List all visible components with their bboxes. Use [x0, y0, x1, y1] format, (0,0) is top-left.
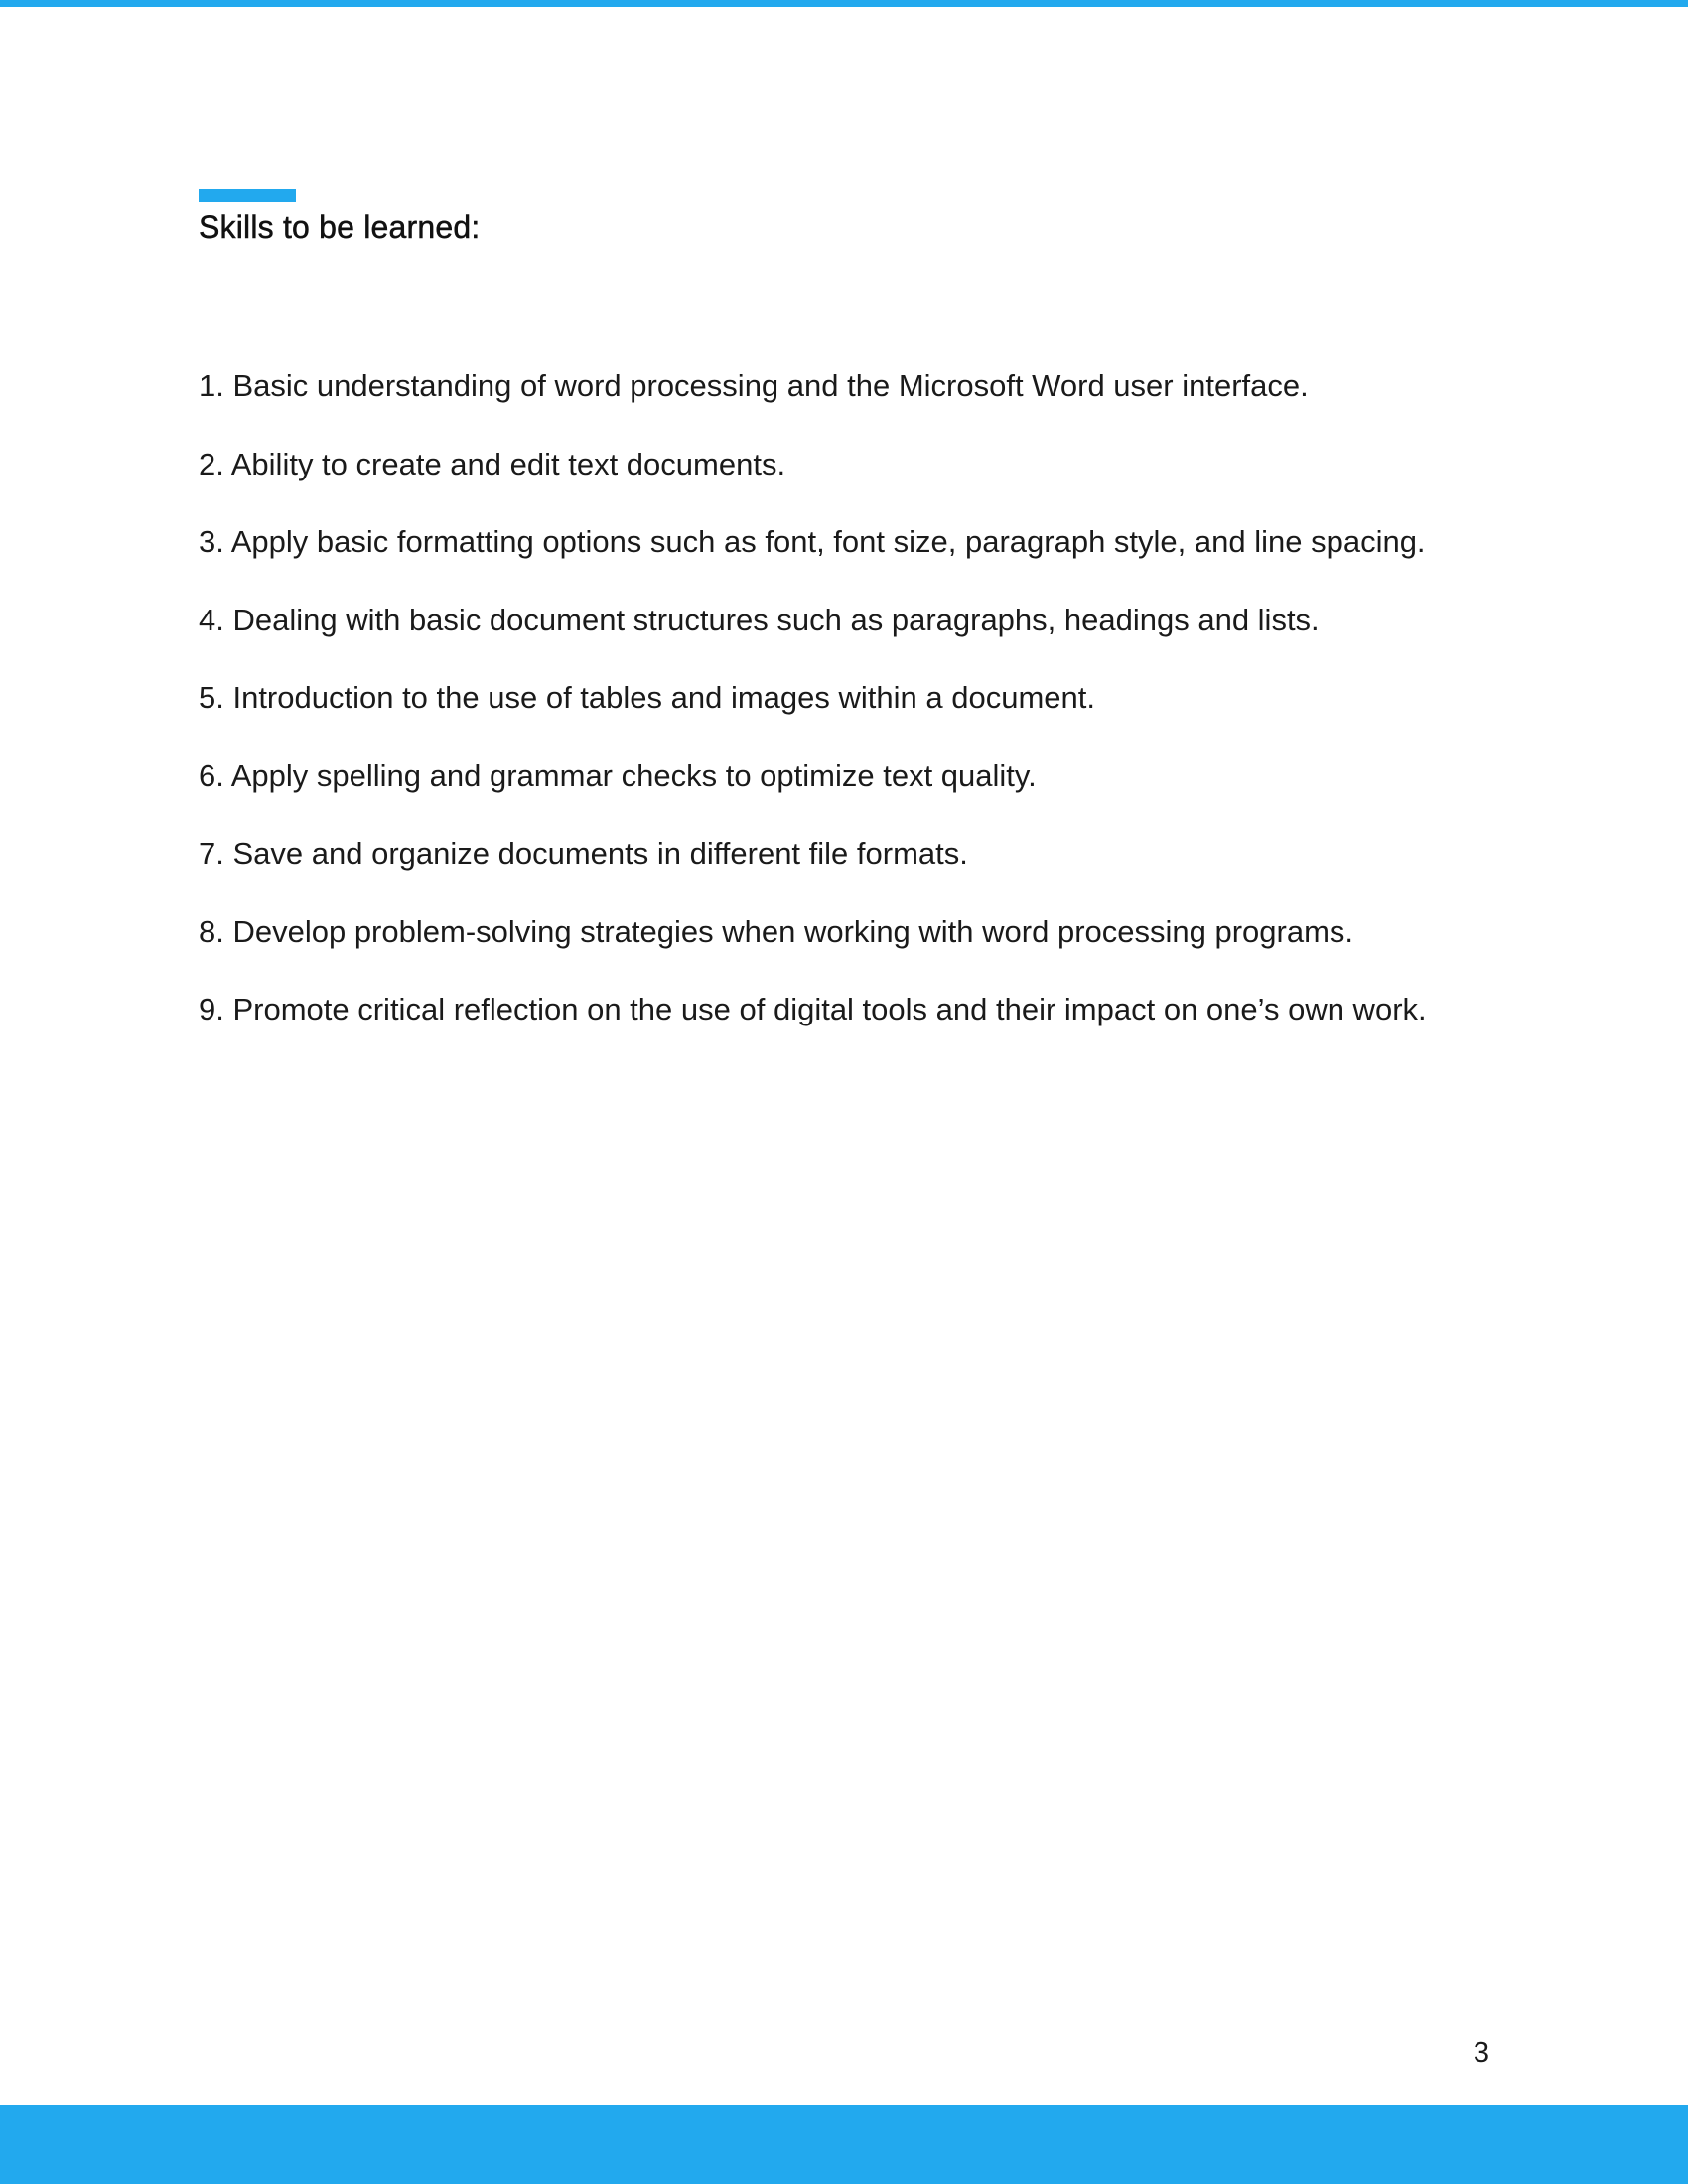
skill-item: 8. Develop problem-solving strategies when working with word processing programs.	[199, 913, 1354, 949]
skill-item: 1. Basic understanding of word processing and the Microsoft Word user interface.	[199, 368, 1309, 403]
skill-item: 7. Save and organize documents in different file formats.	[199, 836, 968, 871]
skill-item: 6. Apply spelling and grammar checks to optimize text quality.	[199, 757, 1037, 793]
skill-item: 3. Apply basic formatting options such as font, font size, paragraph style, and line spacing.	[199, 524, 1426, 559]
skill-item: 9. Promote critical reflection on the use of digital tools and their impact on one’s own work.	[199, 992, 1427, 1026]
skill-item: 5. Introduction to the use of tables and images within a document.	[199, 680, 1095, 715]
top-accent-rule	[0, 0, 1688, 7]
skills-list	[199, 365, 1509, 1067]
footer-band	[0, 2105, 1688, 2184]
skill-item: 4. Dealing with basic document structures such as paragraphs, headings and lists.	[199, 602, 1320, 637]
section-heading: Skills to be learned:	[199, 209, 481, 245]
skill-item: 2. Ability to create and edit text documents.	[199, 446, 786, 481]
page-number: 3	[1473, 2037, 1489, 2069]
heading-accent-bar	[199, 189, 296, 202]
